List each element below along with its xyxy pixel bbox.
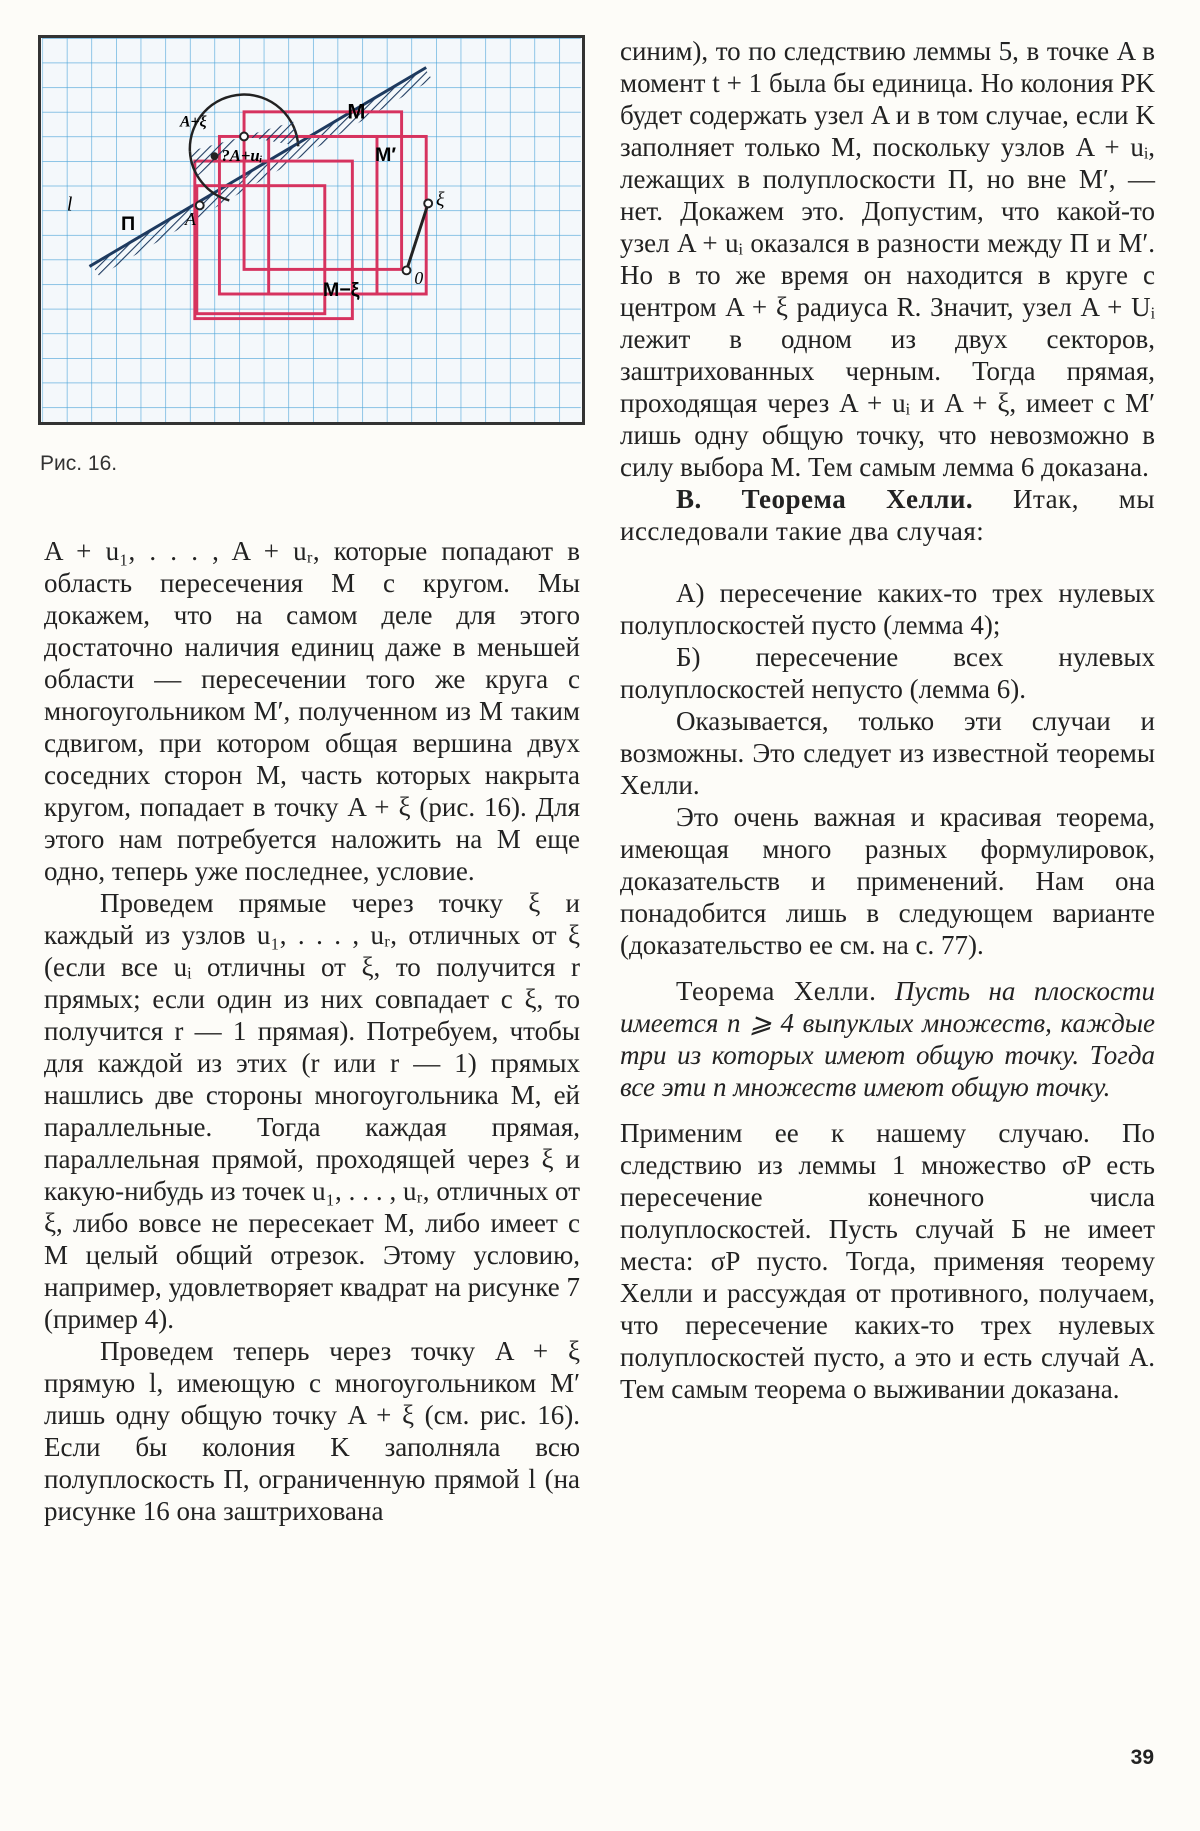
right-column	[620, 35, 1155, 1405]
theorem-label: Теорема Хелли.	[676, 976, 877, 1006]
label-xi: ξ	[436, 188, 445, 211]
point-xi	[424, 199, 432, 207]
left-paragraph-2: Проведем прямые через точку ξ и каждый из узлов u₁, . . . , uᵣ, отличных от ξ (если все uᵢ отличны от ξ, то получится r прямых; если один из них совпадает с ξ, то получится r — 1 прямая). Потребуем, чтобы для каждой из этих (r или r — 1) прямых нашлись две стороны многоугольника M, ей параллельные. Тогда каждая прямая, параллельная прямой, проходящей через ξ и какую-нибудь из точек u₁, . . . , uᵣ, отличных от ξ, либо вовсе не пересекает M, либо имеет с M целый общий отрезок. Этому условию, например, удовлетворяет квадрат на рисунке 7 (пример 4).	[44, 888, 580, 1334]
figure-16	[38, 35, 585, 425]
section-heading-label: В. Теорема Хелли.	[676, 484, 974, 514]
label-l: l	[66, 193, 73, 216]
theorem-statement: Пусть на плоскости имеется n ⩾ 4 выпуклых множеств, каждые три из которых имеют общую точку. Тогда все эти n множеств имеют общую точку.	[620, 976, 1156, 1102]
label-a: A	[184, 209, 196, 230]
label-o: 0	[414, 268, 424, 289]
label-a-ui: ?A+uᵢ	[221, 146, 263, 166]
point-a-ui	[211, 152, 219, 160]
right-paragraph-2: Оказывается, только эти случаи и возможны. Это следует из известной теоремы Хелли.	[620, 706, 1155, 800]
label-p: П	[120, 213, 136, 235]
case-b: Б) пересечение всех нулевых полуплоскостей непусто (лемма 6).	[620, 642, 1155, 704]
right-paragraph-3: Это очень важная и красивая теорема, имеющая много разных формулировок, доказательств и применений. Нам она понадобится лишь в следующем варианте (доказательство ее см. на с. 77).	[620, 802, 1155, 960]
section-heading	[620, 483, 1155, 547]
right-paragraph-1: синим), то по следствию леммы 5, в точке A в момент t + 1 была бы единица. Но колония PK будет содержать узел A и в том случае, если K заполняет только M, поскольку узлов A + uᵢ, лежащих в полуплоскости П, но вне M′, — нет. Докажем это. Допустим, что какой-то узел A + uᵢ оказался в разности между П и M′. Но в то же время он находится в круге с центром A + ξ радиуса R. Значит, узел A + Uᵢ лежит в одном из двух секторов, заштрихованных черным. Тогда прямая, проходящая через A + uᵢ и A + ξ, имеет с M′ лишь одну общую точку, что невозможно в силу выбора M. Тем самым лемма 6 доказана.	[620, 36, 1155, 482]
left-paragraph-3: Проведем теперь через точку A + ξ прямую l, имеющую с многоугольником M′ лишь одну общую точку A + ξ (см. рис. 16). Если бы колония K заполняла всю полуплоскость П, ограниченную прямой l (на рисунке 16 она заштрихована	[44, 1336, 580, 1526]
figure-caption: Рис. 16.	[40, 452, 118, 475]
point-a	[196, 201, 204, 209]
point-o	[403, 266, 411, 274]
spacer	[620, 547, 1155, 577]
label-m-prime: M′	[375, 144, 397, 167]
label-a-xi: A+ξ	[180, 113, 207, 131]
point-a-xi	[240, 133, 248, 141]
right-paragraph-4: Применим ее к нашему случаю. По следствию из леммы 1 множество σP есть пересечение конечного числа полуплоскостей. Пусть случай Б не имеет места: σP пусто. Тогда, применяя теорему Хелли и рассуждая от противного, получаем, что пересечение каких-то трех нулевых полуплоскостей пусто, а это и есть случай А. Тем самым теорема о выживании доказана.	[620, 1118, 1155, 1404]
case-a: А) пересечение каких-то трех нулевых полуплоскостей пусто (лемма 4);	[620, 578, 1155, 640]
section-heading-text: Итак, мы исследовали такие два случая:	[620, 484, 1156, 546]
label-m: M	[347, 98, 366, 124]
label-m-xi: M−ξ	[322, 278, 360, 301]
left-column	[44, 535, 580, 1527]
left-paragraph-1: A + u₁, . . . , A + uᵣ, которые попадают в область пересечения M с кругом. Мы докажем, что на самом деле для этого достаточно наличия единиц даже в меньшей области — пересечении того же круга с многоугольником M′, полученном из M таким сдвигом, при котором общая вершина двух соседних сторон M, часть которых накрыта кругом, попадает в точку A + ξ (рис. 16). Для этого нам потребуется наложить на M еще одно, теперь уже последнее, условие.	[44, 536, 580, 886]
figure-diagram	[41, 38, 582, 422]
helly-theorem	[620, 975, 1155, 1103]
page-number: 39	[1130, 1746, 1154, 1769]
